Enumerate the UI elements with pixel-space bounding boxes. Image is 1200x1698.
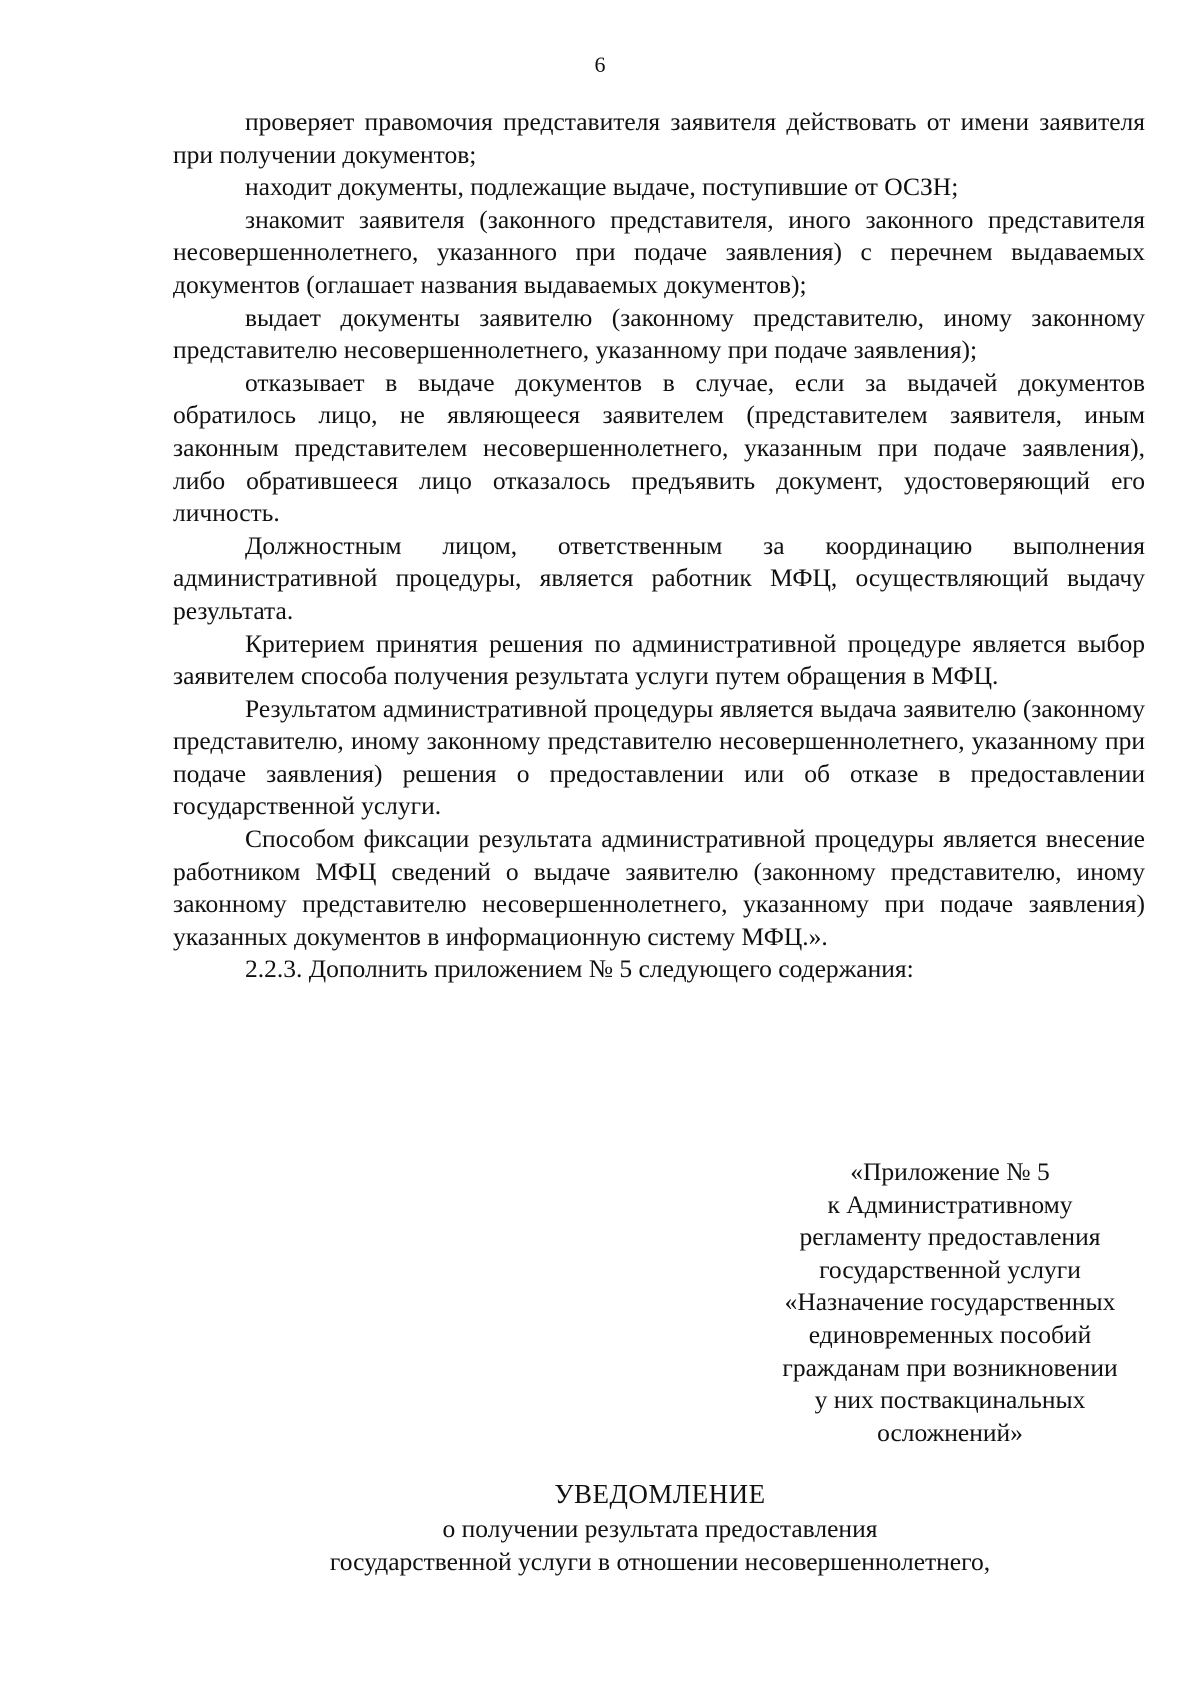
paragraph-9: Способом фиксации результата административной процедуры является внесение работником МФЦ сведений о выдаче заявителю (законному представителю, иному законному представителю несовершеннолетнего, указанному при подаче заявления) указанных документов в информационную систему МФЦ.». <box>173 824 1145 951</box>
notice-title: УВЕДОМЛЕНИЕ <box>554 1479 766 1509</box>
paragraph-1: проверяет правомочия представителя заявителя действовать от имени заявителя при получении документов; <box>173 107 1145 169</box>
page-number: 6 <box>594 52 606 77</box>
appendix-line: у них поствакцинальных <box>814 1385 1086 1415</box>
paragraph-3: знакомит заявителя (законного представителя, иного законного представителя несовершеннолетнего, указанного при подаче заявления) с перечнем выдаваемых документов (оглашает названия выдаваемых документов); <box>173 204 1145 299</box>
appendix-line: осложнений» <box>877 1417 1023 1447</box>
appendix-line: «Приложение № 5 <box>850 1157 1050 1186</box>
appendix-header <box>740 1156 1160 1449</box>
document-body <box>173 106 1145 986</box>
appendix-line: единовременных пособий <box>808 1319 1092 1349</box>
paragraph-5: отказывает в выдаче документов в случае, если за выдачей документов обратилось лицо, не являющееся заявителем (представителем заявителя, иным законным представителем несовершеннолетнего, указанным при подаче заявления), либо обратившееся лицо отказалось предъявить документ, удостоверяющий его личность. <box>173 367 1145 528</box>
paragraph-10: 2.2.3. Дополнить приложением № 5 следующего содержания: <box>245 954 914 984</box>
paragraph-6: Должностным лицом, ответственным за координацию выполнения административной процедуры, является работник МФЦ, осуществляющий выдачу результата. <box>173 530 1145 625</box>
appendix-line: «Назначение государственных <box>784 1287 1116 1317</box>
paragraph-2: находит документы, подлежащие выдаче, поступившие от ОСЗН; <box>245 172 959 202</box>
notice-subtitle-line: о получении результата предоставления <box>442 1514 878 1543</box>
paragraph-8: Результатом административной процедуры является выдача заявителю (законному представителю, иному законному представителю несовершеннолетнего, указанному при подаче заявления) решения о предоставлении или об отказе в предоставлении государственной услуги. <box>173 693 1145 821</box>
paragraph-4: выдает документы заявителю (законному представителю, иному законному представителю несовершеннолетнего, указанному при подаче заявления); <box>173 302 1145 365</box>
appendix-line: регламенту предоставления <box>799 1222 1101 1252</box>
appendix-line: к Административному <box>827 1189 1073 1219</box>
paragraph-7: Критерием принятия решения по административной процедуре является выбор заявителем способа получения результата услуги путем обращения в МФЦ. <box>173 628 1145 691</box>
appendix-line: гражданам при возникновении <box>782 1352 1118 1382</box>
notice-subtitle-line: государственной услуги в отношении несовершеннолетнего, <box>329 1547 991 1576</box>
appendix-line: государственной услуги <box>819 1254 1081 1284</box>
notice-heading <box>0 1476 1200 1578</box>
